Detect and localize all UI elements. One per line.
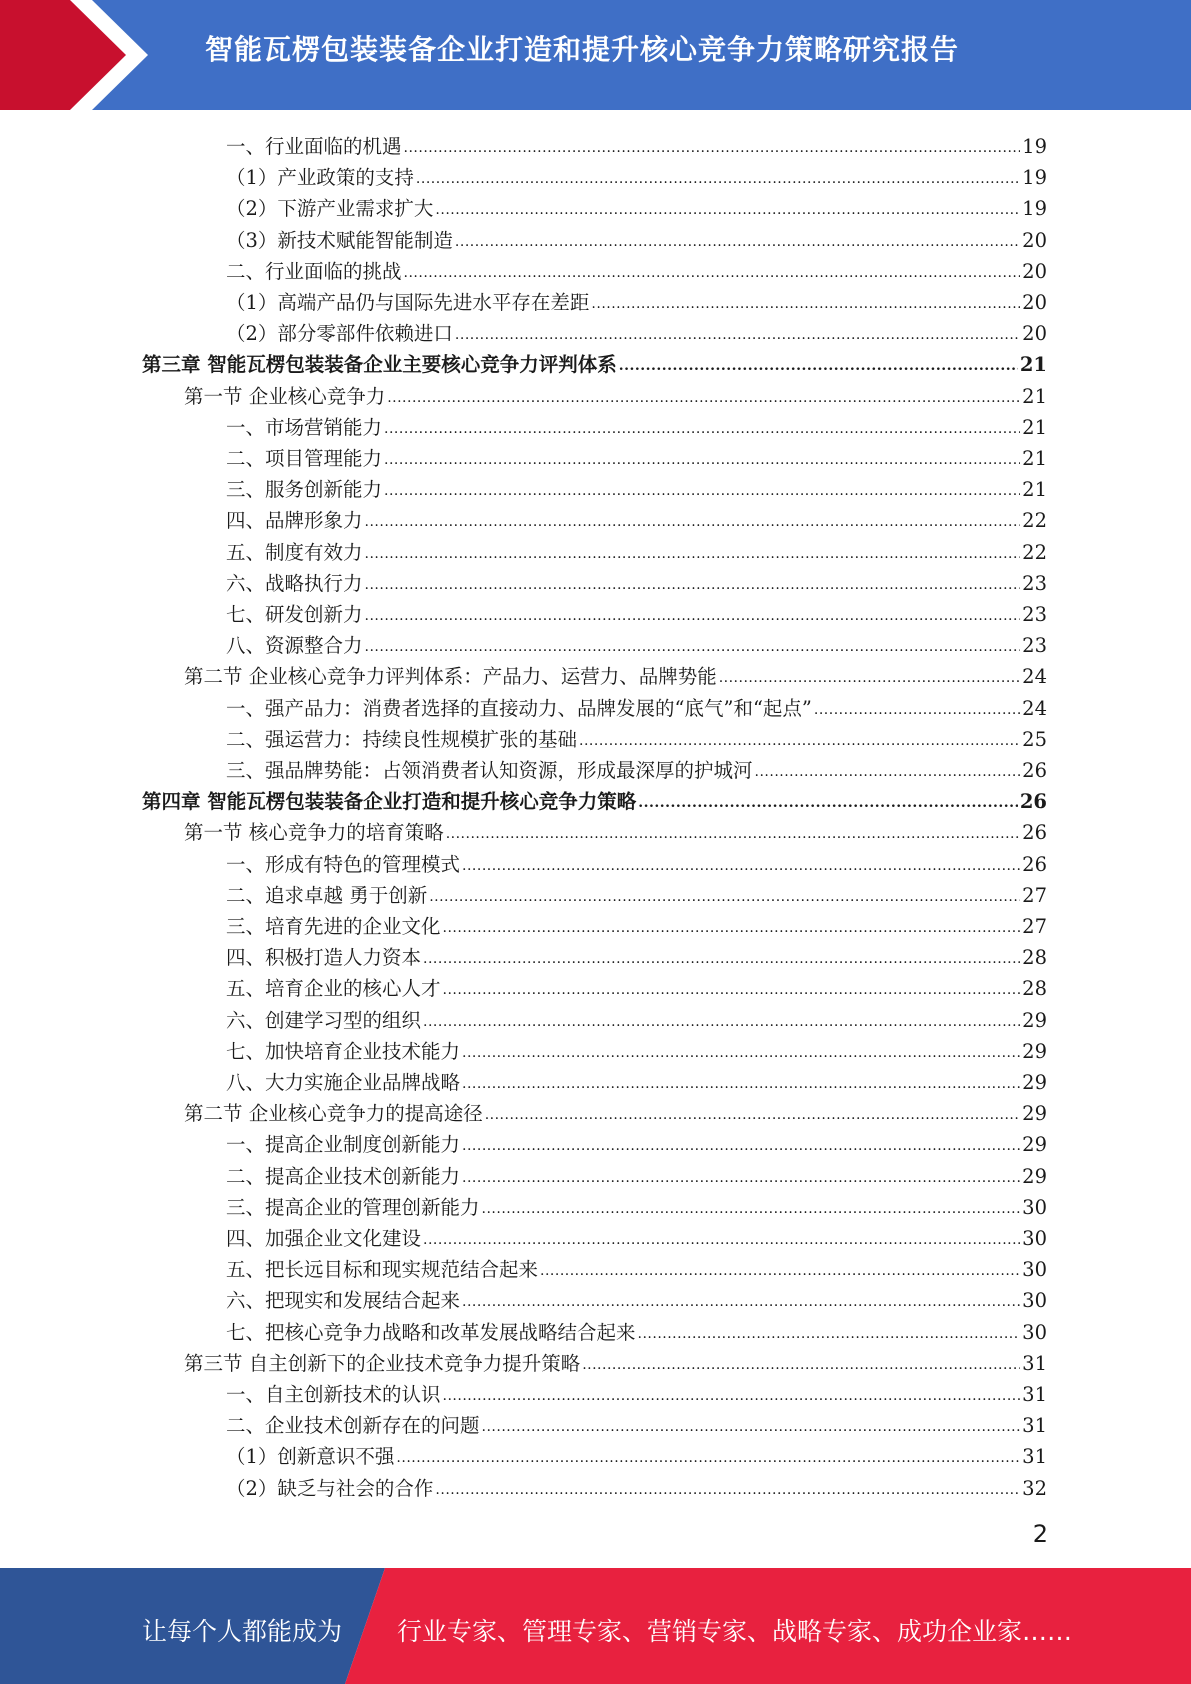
toc-entry-page: 28 <box>1022 946 1047 970</box>
toc-entry-page: 29 <box>1022 1039 1047 1063</box>
toc-entry-page: 28 <box>1022 977 1047 1001</box>
toc-leader-dots <box>404 266 1021 283</box>
toc-leader-dots <box>365 640 1021 657</box>
toc-entry-label: 六、创建学习型的组织 <box>226 1008 422 1032</box>
toc-entry-label: 第四章 智能瓦楞包装装备企业打造和提升核心竞争力策略 <box>142 790 637 814</box>
toc-leader-dots <box>591 297 1020 314</box>
toc-entry-page: 30 <box>1022 1227 1047 1250</box>
toc-leader-dots <box>443 921 1021 938</box>
toc-entry-label: 二、项目管理能力 <box>226 447 383 470</box>
toc-entry-page: 21 <box>1022 415 1047 439</box>
toc-entry[interactable] <box>226 470 1047 501</box>
toc-entry-page: 20 <box>1022 259 1047 283</box>
toc-entry-label: 第三节 自主创新下的企业技术竞争力提升策略 <box>184 1351 581 1375</box>
toc-leader-dots <box>384 422 1020 439</box>
toc-entry[interactable] <box>226 314 1047 345</box>
toc-entry-label: 六、把现实和发展结合起来 <box>226 1289 461 1313</box>
toc-entry[interactable] <box>226 751 1047 782</box>
toc-entry-label: 二、行业面临的挑战 <box>226 259 402 283</box>
toc-entry[interactable] <box>226 158 1047 189</box>
toc-chapter-entry[interactable] <box>142 782 1047 813</box>
toc-leader-dots <box>435 203 1020 220</box>
toc-entry-page: 19 <box>1022 166 1047 190</box>
toc-entry-page: 30 <box>1022 1320 1047 1344</box>
toc-leader-dots <box>396 1451 1020 1468</box>
toc-leader-dots <box>365 515 1021 532</box>
toc-entry-label: 三、强品牌势能：占领消费者认知资源，形成最深厚的护城河 <box>226 759 753 782</box>
toc-leader-dots <box>814 703 1020 720</box>
toc-entry[interactable] <box>226 283 1047 314</box>
toc-leader-dots <box>384 484 1020 501</box>
toc-entry[interactable] <box>226 1125 1047 1156</box>
toc-entry-page: 20 <box>1022 291 1047 314</box>
toc-entry-label: 第一节 核心竞争力的培育策略 <box>184 821 444 845</box>
toc-section-entry[interactable] <box>184 1094 1047 1125</box>
toc-leader-dots <box>429 890 1020 907</box>
toc-entry-page: 29 <box>1022 1071 1047 1094</box>
toc-leader-dots <box>365 609 1021 626</box>
toc-entry-label: 五、制度有效力 <box>226 540 363 564</box>
toc-entry[interactable] <box>226 845 1047 876</box>
toc-leader-dots <box>638 1327 1021 1344</box>
toc-entry-page: 30 <box>1022 1195 1047 1219</box>
toc-entry-label: （1）创新意识不强 <box>226 1445 395 1469</box>
toc-leader-dots <box>582 1358 1020 1375</box>
toc-entry-page: 19 <box>1022 197 1047 221</box>
toc-leader-dots <box>446 827 1020 844</box>
toc-leader-dots <box>482 1202 1021 1219</box>
toc-entry-label: （2）缺乏与社会的合作 <box>226 1476 434 1500</box>
toc-entry[interactable] <box>226 720 1047 751</box>
toc-leader-dots <box>462 1046 1020 1063</box>
toc-leader-dots <box>423 952 1020 969</box>
toc-entry-label: （1）高端产品仍与国际先进水平存在差距 <box>226 291 590 314</box>
toc-entry[interactable] <box>226 1063 1047 1094</box>
toc-entry[interactable] <box>226 1375 1047 1406</box>
toc-entry-label: 五、培育企业的核心人才 <box>226 977 441 1001</box>
toc-entry-page: 22 <box>1022 540 1047 564</box>
toc-entry-label: 二、强运营力：持续良性规模扩张的基础 <box>226 727 578 751</box>
toc-entry-page: 21 <box>1022 447 1047 470</box>
toc-entry-page: 30 <box>1022 1258 1047 1282</box>
toc-entry-label: 三、培育先进的企业文化 <box>226 915 441 938</box>
toc-leader-dots <box>462 1171 1020 1188</box>
toc-leader-dots <box>435 1483 1020 1500</box>
toc-entry-label: 第二节 企业核心竞争力评判体系：产品力、运营力、品牌势能 <box>184 665 717 689</box>
toc-leader-dots <box>482 1420 1021 1437</box>
toc-entry-page: 29 <box>1022 1102 1047 1126</box>
toc-entry-label: 四、加强企业文化建设 <box>226 1227 422 1250</box>
toc-entry-label: （2）下游产业需求扩大 <box>226 197 434 221</box>
toc-entry[interactable] <box>226 595 1047 626</box>
toc-entry-label: 八、大力实施企业品牌战略 <box>226 1071 461 1094</box>
toc-entry-label: 一、提高企业制度创新能力 <box>226 1133 461 1157</box>
footer-banner <box>0 1568 1191 1684</box>
toc-entry[interactable] <box>226 1313 1047 1344</box>
toc-entry[interactable] <box>226 1032 1047 1063</box>
toc-entry[interactable] <box>226 1437 1047 1468</box>
toc-entry-label: （3）新技术赋能智能制造 <box>226 228 453 252</box>
toc-entry-page: 23 <box>1022 603 1047 626</box>
toc-leader-dots <box>755 765 1021 782</box>
toc-entry[interactable] <box>226 969 1047 1000</box>
toc-entry-page: 22 <box>1022 509 1047 533</box>
toc-entry-label: 二、企业技术创新存在的问题 <box>226 1414 480 1438</box>
toc-entry-label: 六、战略执行力 <box>226 571 363 595</box>
toc-entry-page: 25 <box>1022 727 1047 751</box>
toc-entry-label: 七、加快培育企业技术能力 <box>226 1039 461 1063</box>
toc-entry-page: 27 <box>1022 915 1047 938</box>
toc-entry[interactable] <box>226 1281 1047 1312</box>
toc-leader-dots <box>455 235 1020 252</box>
toc-entry-label: 七、把核心竞争力战略和改革发展战略结合起来 <box>226 1320 636 1344</box>
toc-entry-page: 26 <box>1022 759 1047 782</box>
page-number: 2 <box>1032 1520 1048 1548</box>
toc-entry-label: 七、研发创新力 <box>226 603 363 626</box>
toc-entry-label: 一、形成有特色的管理模式 <box>226 852 461 876</box>
toc-entry[interactable] <box>226 501 1047 532</box>
toc-entry[interactable] <box>226 252 1047 283</box>
toc-chapter-entry[interactable] <box>142 345 1047 376</box>
toc-entry-label: 二、提高企业技术创新能力 <box>226 1164 461 1188</box>
toc-entry[interactable] <box>226 1157 1047 1188</box>
footer-slogan-left: 让每个人都能成为 <box>142 1617 343 1646</box>
toc-leader-dots <box>462 1077 1020 1094</box>
toc-entry[interactable] <box>226 1001 1047 1032</box>
toc-entry-label: 第一节 企业核心竞争力 <box>184 384 386 408</box>
toc-entry[interactable] <box>226 439 1047 470</box>
toc-leader-dots <box>387 391 1020 408</box>
toc-leader-dots <box>462 1295 1020 1312</box>
footer-slogan-right: 行业专家、管理专家、营销专家、战略专家、成功企业家…… <box>397 1617 1073 1646</box>
toc-entry[interactable] <box>226 1188 1047 1219</box>
toc-leader-dots <box>443 983 1021 1000</box>
toc-entry[interactable] <box>226 626 1047 657</box>
toc-entry[interactable] <box>226 189 1047 220</box>
toc-entry-label: 三、服务创新能力 <box>226 478 383 502</box>
toc-entry-label: 一、强产品力：消费者选择的直接动力、品牌发展的“底气”和“起点” <box>226 696 812 720</box>
toc-leader-dots <box>638 796 1018 813</box>
toc-entry-label: 八、资源整合力 <box>226 634 363 658</box>
toc-entry[interactable] <box>226 1406 1047 1437</box>
toc-entry-label: 四、品牌形象力 <box>226 509 363 533</box>
toc-entry[interactable] <box>226 221 1047 252</box>
toc-entry-page: 31 <box>1022 1383 1047 1406</box>
toc-entry-page: 19 <box>1022 135 1047 158</box>
toc-entry-page: 32 <box>1022 1476 1047 1500</box>
toc-entry[interactable] <box>226 127 1047 158</box>
toc-entry-page: 31 <box>1022 1445 1047 1469</box>
toc-entry-page: 23 <box>1022 634 1047 658</box>
toc-entry-page: 29 <box>1022 1008 1047 1032</box>
toc-entry-page: 24 <box>1022 696 1047 720</box>
toc-entry[interactable] <box>226 876 1047 907</box>
toc-section-entry[interactable] <box>184 377 1047 408</box>
toc-entry-page: 21 <box>1022 478 1047 502</box>
toc-entry[interactable] <box>226 1250 1047 1281</box>
toc-leader-dots <box>462 1139 1020 1156</box>
toc-entry-page: 26 <box>1022 852 1047 876</box>
toc-leader-dots <box>443 1389 1021 1406</box>
toc-leader-dots <box>404 141 1021 158</box>
toc-section-entry[interactable] <box>184 1344 1047 1375</box>
toc-entry-label: 一、自主创新技术的认识 <box>226 1383 441 1406</box>
toc-leader-dots <box>485 1108 1020 1125</box>
toc-entry-page: 30 <box>1022 1289 1047 1313</box>
toc-entry[interactable] <box>226 533 1047 564</box>
toc-section-entry[interactable] <box>184 657 1047 688</box>
report-title: 智能瓦楞包装装备企业打造和提升核心竞争力策略研究报告 <box>205 33 960 66</box>
toc-leader-dots <box>462 859 1020 876</box>
toc-entry-page: 21 <box>1022 384 1047 408</box>
toc-entry-page: 31 <box>1022 1351 1047 1375</box>
toc-leader-dots <box>455 328 1020 345</box>
toc-entry-page: 20 <box>1022 322 1047 346</box>
toc-entry-page: 27 <box>1022 883 1047 907</box>
toc-leader-dots <box>365 578 1021 595</box>
toc-leader-dots <box>384 453 1020 470</box>
toc-entry[interactable] <box>226 564 1047 595</box>
toc-entry-label: （1）产业政策的支持 <box>226 166 414 190</box>
toc-entry-page: 26 <box>1022 821 1047 845</box>
toc-entry-page: 26 <box>1019 790 1047 814</box>
toc-leader-dots <box>365 547 1021 564</box>
toc-entry-page: 31 <box>1022 1414 1047 1438</box>
toc-entry[interactable] <box>226 1469 1047 1500</box>
toc-entry[interactable] <box>226 408 1047 439</box>
toc-entry-label: 三、提高企业的管理创新能力 <box>226 1195 480 1219</box>
toc-leader-dots <box>423 1233 1020 1250</box>
toc-entry-page: 24 <box>1022 665 1047 689</box>
toc-entry-label: 四、积极打造人力资本 <box>226 946 422 970</box>
toc-leader-dots <box>423 1015 1020 1032</box>
toc-leader-dots <box>579 734 1020 751</box>
toc-leader-dots <box>619 359 1018 376</box>
toc-entry-label: 一、市场营销能力 <box>226 415 383 439</box>
header-arrow-icon <box>0 0 160 110</box>
toc-entry-label: 二、追求卓越 勇于创新 <box>226 883 428 907</box>
toc-entry-label: （2）部分零部件依赖进口 <box>226 322 453 346</box>
toc-entry-label: 第三章 智能瓦楞包装装备企业主要核心竞争力评判体系 <box>142 353 617 377</box>
toc-entry-label: 五、把长远目标和现实规范结合起来 <box>226 1258 539 1282</box>
toc-entry-page: 23 <box>1022 571 1047 595</box>
toc-entry-label: 第二节 企业核心竞争力的提高途径 <box>184 1102 483 1126</box>
toc-entry[interactable] <box>226 907 1047 938</box>
toc-leader-dots <box>416 172 1020 189</box>
toc-entry-page: 29 <box>1022 1133 1047 1157</box>
toc-leader-dots <box>719 671 1020 688</box>
toc-entry-page: 29 <box>1022 1164 1047 1188</box>
toc-entry-label: 一、行业面临的机遇 <box>226 135 402 158</box>
toc-entry-page: 20 <box>1022 228 1047 252</box>
toc-entry[interactable] <box>226 938 1047 969</box>
toc-section-entry[interactable] <box>184 813 1047 844</box>
report-header <box>0 0 1191 110</box>
toc-entry-page: 21 <box>1019 353 1047 377</box>
toc-leader-dots <box>540 1264 1020 1281</box>
toc-entry[interactable] <box>226 689 1047 720</box>
toc-entry[interactable] <box>226 1219 1047 1250</box>
